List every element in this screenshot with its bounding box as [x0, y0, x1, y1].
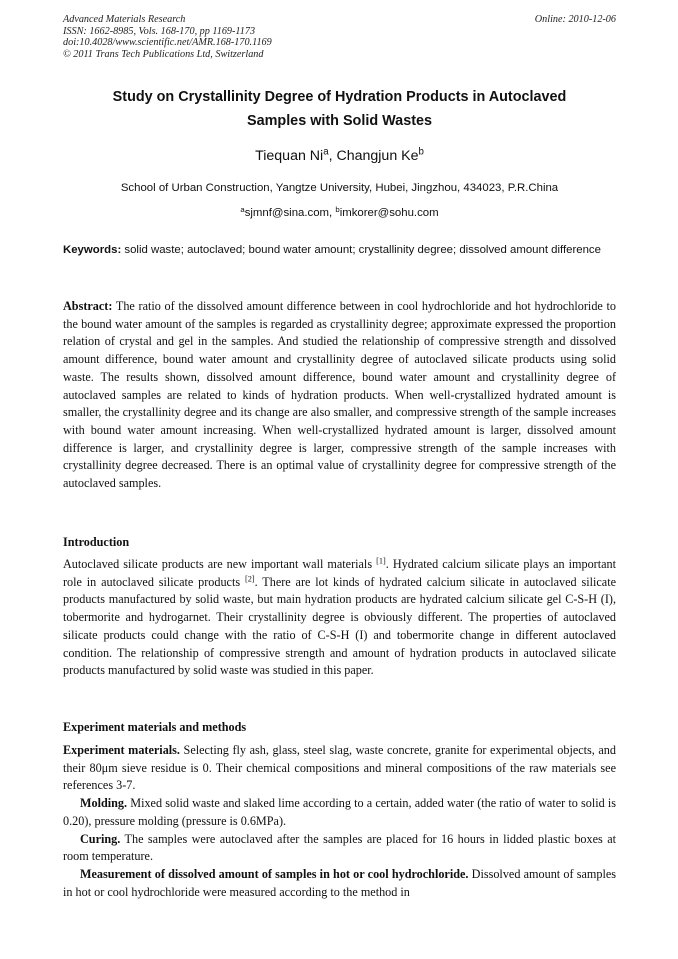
affiliation-marker: a [323, 146, 329, 158]
online-date: Online: 2010-12-06 [534, 14, 616, 25]
affiliation: School of Urban Construction, Yangtze University, Hubei, Jingzhou, 434023, P.R.China [120, 182, 559, 194]
intro-text: Autoclaved silicate products are new important wall materials [63, 557, 377, 571]
email-link[interactable]: imkorer@sohu.com [339, 207, 439, 219]
paragraph-lead: Molding. [80, 796, 128, 811]
email-marker: a [240, 204, 245, 214]
paragraph-lead: Curing. [80, 831, 121, 846]
paragraph-text: The samples were autoclaved after the samples are placed for 16 hours in lidded plastic boxes at room temperature. [63, 831, 616, 864]
journal-name: Advanced Materials Research [63, 14, 186, 25]
title-line-2: Samples with Solid Wastes [247, 113, 432, 129]
copyright-line: © 2011 Trans Tech Publications Ltd, Switzerland [63, 48, 264, 60]
paragraph-lead: Measurement of dissolved amount of samples in hot or cool hydrochloride. [80, 866, 469, 881]
citation-ref[interactable]: [2] [244, 574, 255, 584]
section-heading: Introduction [63, 535, 130, 549]
abstract [63, 298, 616, 493]
measurement-paragraph [63, 866, 616, 901]
keywords-label: Keywords: [63, 244, 122, 256]
email-marker: b [335, 204, 340, 214]
author-name: Changjun Ke [336, 148, 419, 164]
email-link[interactable]: sjmnf@sina.com, [244, 207, 336, 219]
paper-title [63, 85, 616, 133]
keywords-text: solid waste; autoclaved; bound water amount; crystallinity degree; dissolved amount difference [121, 244, 601, 256]
paragraph-lead: Experiment materials. [63, 743, 180, 757]
paragraph-text: Selecting fly ash, glass, steel slag, waste concrete, granite for experimental objects, and their 80μm sieve residue is 0. Their chemical compositions and mineral compositions of the raw materials see references 3-7. [63, 743, 616, 793]
paragraph-text: Dissolved amount of samples in hot or cool hydrochloride were measured according to the method in [63, 866, 616, 899]
title-line-1: Study on Crystallinity Degree of Hydration Products in Autoclaved [112, 89, 567, 105]
author-name: Tiequan Ni [255, 148, 324, 164]
journal-header [63, 14, 616, 60]
introduction-paragraph [63, 556, 616, 680]
affiliation-marker: b [418, 146, 424, 158]
author-emails [63, 204, 616, 222]
doi-line: doi:10.4028/www.scientific.net/AMR.168-170.1169 [63, 37, 272, 49]
keywords [63, 241, 616, 261]
curing-paragraph [63, 831, 616, 866]
intro-text: . Hydrated calcium silicate plays an important role in autoclaved silicate products [63, 557, 616, 589]
abstract-text: The ratio of the dissolved amount difference between in cool hydrochloride and hot hydrochloride to the bound water amount of the samples is regarded as crystallinity degree; approximate expressed the proportion relation of crystal and gel in the samples. And studied the relationship of compressive strength and dissolved amount difference, bound water amount and crystallinity degree of autoclaved silicate products using solid waste. The results shown, dissolved amount difference, bound water amount and crystallinity degree of autoclaved samples are related to kinds of hydration products. When well-crystallized hydrated amount is smaller, the crystallinity degree and its change are also smaller, and compressive strength of the sample increases with bound water amount increasing. When well-crystallized hydrated amount is larger, dissolved amount difference is larger, and crystallinity degree is larger, compressive strength of the sample increases with crystallinity degree decreased. There is an optimal value of crystallinity degree for compressive strength of the autoclaved samples. [63, 299, 616, 491]
author-list [63, 146, 616, 166]
intro-text: . There are lot kinds of hydrated calcium silicate in autoclaved silicate products manufactured by solid waste, but main hydration products are hydrated calcium silicate gel C-S-H (I), tobermorite and hydrogarnet. Their crystallinity degree is obviously different. The properties of autoclaved silicate products could change with the ratio of C-S-H (I) and tobermorite change in different autoclaved condition. The relationship of compressive strength and amount of hydration products in autoclaved silicate products manufactured by solid waste was studied in this paper. [63, 574, 616, 678]
materials-paragraph [63, 742, 616, 795]
issn-line: ISSN: 1662-8985, Vols. 168-170, pp 1169-1173 [63, 25, 256, 37]
section-heading: Experiment materials and methods [63, 720, 247, 734]
abstract-label: Abstract: [63, 299, 113, 313]
molding-paragraph [63, 795, 616, 830]
author-separator: , [328, 148, 337, 164]
citation-ref[interactable]: [1] [376, 556, 386, 566]
paragraph-text: Mixed solid waste and slaked lime according to a certain, added water (the ratio of water to solid is 0.20), pressure molding (pressure is 0.6MPa). [63, 796, 616, 828]
experiment-section [63, 742, 616, 901]
